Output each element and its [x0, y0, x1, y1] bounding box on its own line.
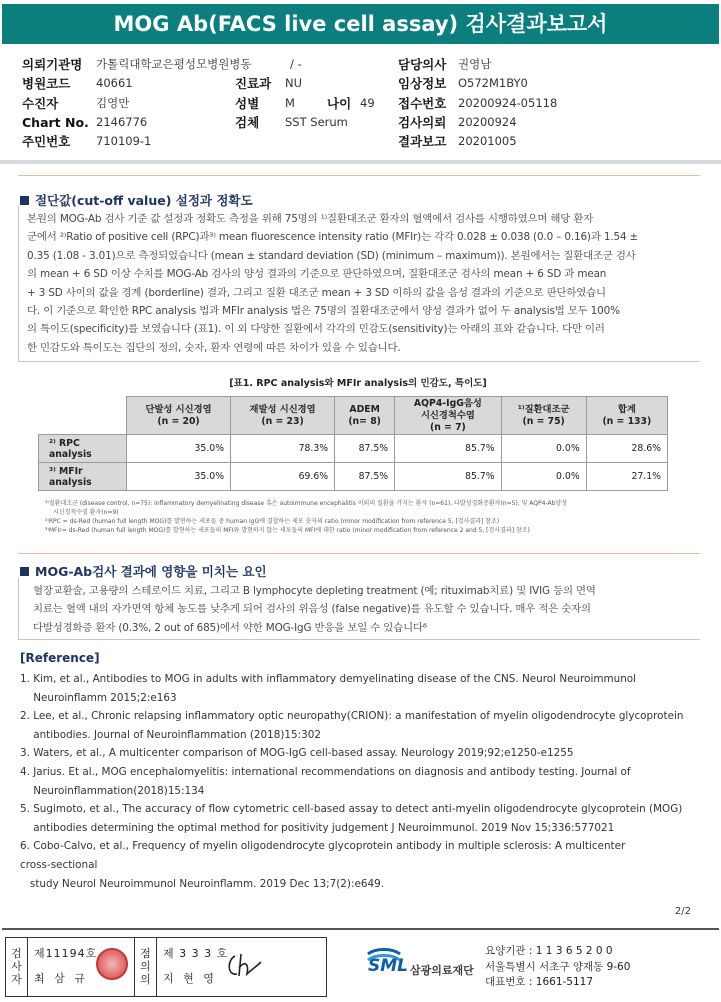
table-title: [표1. RPC analysis와 MFIr analysis의 민감도, 특이도]: [229, 378, 487, 389]
specimen-value: SST Serum: [285, 114, 348, 129]
receipt-no-value: 20200924-05118: [458, 95, 558, 110]
table-cell: 0.0%: [501, 463, 586, 491]
doctor-label: 담당의사: [398, 57, 447, 72]
inspector-side-label: 검 사 자: [11, 947, 22, 986]
specimen-label: 검체: [235, 114, 260, 130]
row-header: ²⁾ RPC analysis: [39, 435, 127, 463]
divider: [2, 928, 719, 930]
hospital-code-label: 병원코드: [22, 76, 71, 92]
section-title-cutoff: 절단값(cut-off value) 설정과 정확도: [20, 191, 253, 209]
list-item: 5. Sugimoto, et al., The accuracy of flow cytometric cell-based assay to detect anti-myelin oligodendrocyte glycoprotein (MOG): [20, 803, 683, 816]
clinical-info-label: 임상정보: [398, 76, 447, 92]
list-item: cross-sectional: [20, 858, 98, 871]
receipt-no-label: 접수번호: [398, 95, 447, 111]
sensitivity-table: [38, 396, 668, 491]
list-item: Neuroinflamm 2015;2:e163: [20, 691, 177, 704]
list-item: antibodies determining the optimal method for positivity judgement J Neuroimmunol. 2019 Nov 15;336:577021: [20, 821, 615, 834]
patient-value: 김영만: [96, 95, 130, 110]
request-date-value: 20200924: [458, 114, 517, 129]
table-cell: 28.6%: [586, 435, 667, 463]
report-title: MOG Ab(FACS live cell assay) 검사결과보고서: [2, 4, 719, 44]
table-cell: 85.7%: [395, 435, 501, 463]
section-title-factors: MOG-Ab검사 결과에 영향을 미치는 요인: [20, 562, 267, 580]
column-header: ADEM (n= 8): [335, 397, 395, 435]
list-item: antibodies. Journal of Neuroinflammation (2018)15:302: [20, 728, 321, 741]
request-date-label: 검사의뢰: [398, 114, 447, 130]
table-cell: 69.6%: [231, 463, 335, 491]
logo-letters: SML: [368, 956, 408, 976]
report-date-label: 결과보고: [398, 134, 447, 150]
inspector-name: 최 삼 규: [34, 972, 88, 985]
department-value: NU: [285, 76, 303, 91]
sex-label: 성별: [235, 95, 260, 111]
department-label: 진료과: [235, 76, 272, 92]
divider: [0, 160, 721, 164]
column-header: ¹⁾질환대조군 (n = 75): [501, 397, 586, 435]
age-value: 49: [360, 95, 375, 110]
table-cell: 87.5%: [335, 435, 395, 463]
table-cell: 0.0%: [501, 435, 586, 463]
table-footnotes: ¹⁾질환대조군 (disease control, n=75): inflammatory demyelinating disease 혹은 autoimmune encephalitis 이외의 질환을 가지는 환자 (n=61), 다발성경화증환자(n=5), 및 AQP4-Ab양성 시신경척수염 환자(n=9) ²⁾RPC = ds-Red (human full length MOG)를 발현하는 세포들 중 human IgG에 결합하는 세포 숫자의 ratio (minor modification from reference 5, [검사결과] 참조) ³⁾MFIr= ds-Red (human full length MOG)를 발현하는 세포들의 MFI와 발현하지 않는 세포들의 MFI에 대한 ratio (minor modification from reference 2 and 5, [검사결과] 참조): [45, 500, 568, 534]
divider: [18, 175, 700, 176]
list-item: study Neurol Neuroimmunol Neuroinflamm. 2019 Dec 13;7(2):e649.: [20, 877, 384, 890]
chart-no-label: Chart No.: [22, 114, 89, 130]
table-cell: 35.0%: [127, 463, 231, 491]
list-item: 1. Kim, et al., Antibodies to MOG in adults with inflammatory demyelinating disease of the CNS. Neurol Neuroimmunol: [20, 673, 637, 685]
list-item: 6. Cobo-Calvo, et al., Frequency of myelin oligodendrocyte glycoprotein antibody in multiple sclerosis: A multicenter: [20, 840, 626, 853]
list-item: 2. Lee, et al., Chronic relapsing inflammatory optic neuropathy(CRION): a manifestation of myelin oligodendrocyte glycoprotein: [20, 710, 684, 723]
table-corner: [39, 397, 127, 435]
seal-stamp-icon: [96, 948, 128, 980]
row-header: ³⁾ MFIr analysis: [39, 463, 127, 491]
column-header: 합계 (n = 133): [586, 397, 667, 435]
doctor-value: 권영남: [458, 57, 492, 71]
contact-info: 요양기관 : 1 1 3 6 5 2 0 0 서울특별시 서초구 양재동 9-60 대표번호 : 1661-5117: [485, 945, 631, 988]
divider: [18, 553, 700, 554]
cutoff-paragraph: 본원의 MOG-Ab 검사 기준 값 설정과 정확도 측정을 위해 75명의 ¹⁾질환대조군 환자의 혈액에서 검사를 시행하였으며 해당 환자 군에서 ²⁾Ratio of positive cell (RPC)과³⁾ mean fluorescence intensity ratio (MFIr)는 각각 0.028 ± 0.038 (0.0 – 0.16)과 1.54 ± 0.35 (1.08 - 3.01)으로 측정되었습니다 (mean ± standard deviation (SD) (minimum – maximum)). 본원에서는 질환대조군 검사 의 mean + 6 SD 이상 수치를 MOG-Ab 검사의 양성 결과의 기준으로 판단하였으며, 질환대조군 검사의 mean + 6 SD 과 mean + 3 SD 사이의 값을 경계 (borderline) 결과, 그리고 질환 대조군 mean + 3 SD 이하의 값을 음성 결과의 기준으로 판단하였습니 다. 이 기준으로 확인한 RPC analysis 법과 MFIr analysis 법은 75명의 질환대조군에서 양성 결과가 없어 두 analysis법 모두 100% 의 특이도(specificity)를 보였습니다 (표1). 이 외 다양한 질환에서 각각의 민감도(sensitivity)는 아래의 표와 같습니다. 다만 이러 한 민감도와 특이도는 집단의 정의, 숫자, 환자 연령에 따른 차이가 있을 수 있습니다.: [27, 213, 639, 354]
chart-no-value: 2146776: [96, 114, 148, 129]
patient-info: [22, 55, 702, 151]
reviewer-license: 제 3 3 3 호: [163, 947, 229, 960]
logo-name: 삼광의료재단: [410, 964, 474, 977]
hospital-code-value: 40661: [96, 76, 133, 91]
resident-no-label: 주민번호: [22, 134, 71, 150]
reviewer-side-label: 점 의 의: [140, 947, 151, 986]
page-number: 2/2: [674, 906, 691, 917]
patient-label: 수진자: [22, 95, 59, 111]
table-cell: 85.7%: [395, 463, 501, 491]
reference-list: [20, 670, 683, 893]
table-row: [39, 463, 668, 491]
table-cell: 87.5%: [335, 463, 395, 491]
reference-title: [Reference]: [20, 651, 100, 665]
factors-paragraph: 혈장교환술, 고용량의 스테로이드 치료, 그리고 B lymphocyte depleting treatment (예; rituximab치료) 및 IVIG 등의 면역 치료는 혈액 내의 자가면역 항체 농도를 낮추게 되어 검사의 위음성 (false negative)를 유도할 수 있습니다. 매우 적은 숫자의 다발성경화증 환자 (0.3%, 2 out of 685)에서 약한 MOG-IgG 반응을 보일 수 있습니다⁶: [33, 585, 596, 634]
resident-no-value: 710109-1: [96, 134, 152, 149]
sex-value: M: [285, 95, 295, 110]
table-cell: 35.0%: [127, 435, 231, 463]
inspector-license: 제11194호: [34, 947, 98, 960]
column-header: 단발성 시신경염 (n = 20): [127, 397, 231, 435]
clinical-info-value: O572M1BY0: [458, 76, 528, 91]
list-item: 4. Jarius. Et al., MOG encephalomyelitis: international recommendations on diagnosis and antibody testing. Journal of: [20, 765, 631, 778]
table-cell: 78.3%: [231, 435, 335, 463]
handwritten-signature-icon: [225, 950, 265, 982]
institution-value: 가톨릭대학교은평성모병원병동: [96, 57, 252, 71]
list-item: 3. Waters, et al., A multicenter comparison of MOG-IgG cell-based assay. Neurology 2019;92;e1250-e1255: [20, 747, 574, 760]
table-cell: 27.1%: [586, 463, 667, 491]
column-header: 재발성 시신경염 (n = 23): [231, 397, 335, 435]
report-date-value: 20201005: [458, 134, 517, 149]
reviewer-name: 지 현 영: [163, 972, 217, 985]
institution-label: 의뢰기관명: [22, 57, 83, 72]
age-label: 나이: [327, 95, 352, 111]
institution-extra: / -: [290, 57, 302, 71]
list-item: Neuroinflammation(2018)15:134: [20, 784, 205, 797]
table-row: [39, 435, 668, 463]
column-header: AQP4-IgG음성 시신경척수염 (n = 7): [395, 397, 501, 435]
